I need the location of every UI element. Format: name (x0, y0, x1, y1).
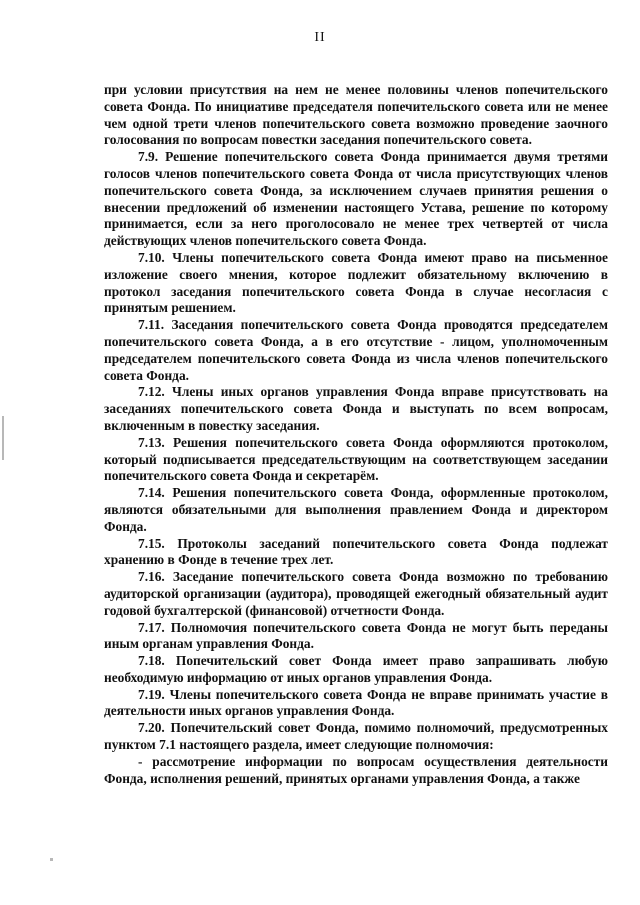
clause-7-9: 7.9. Решение попечительского совета Фонда принимается двумя третями голосов членов попечительского совета Фонда от числа присутствующих членов попечительского совета Фонда, за исключением случаев принятия решения о внесении предложений об изменении настоящего Устава, решение по которому принимается, если за него проголосовало не менее трех четвертей от числа действующих членов попечительского совета Фонда. (104, 149, 608, 249)
clause-7-14: 7.14. Решения попечительского совета Фонда, оформленные протоколом, являются обязательными для выполнения правлением Фонда и директором Фонда. (104, 485, 608, 534)
list-item-powers: - рассмотрение информации по вопросам осуществления деятельности Фонда, исполнения решений, принятых органами управления Фонда, а также (104, 753, 608, 786)
clause-7-12: 7.12. Члены иных органов управления Фонда вправе присутствовать на заседаниях попечительского совета Фонда и выступать по всем вопросам, включенным в повестку заседания. (104, 384, 608, 433)
page-number: II (314, 30, 326, 45)
paragraph-continuation: при условии присутствия на нем не менее половины членов попечительского совета Фонда. По инициативе председателя попечительского совета или не менее чем одной трети членов попечительского совета возможно проведение заочного голосования по вопросам повестки заседания попечительского совета. (104, 82, 608, 148)
clause-7-13: 7.13. Решения попечительского совета Фонда оформляются протоколом, который подписывается председательствующим на соответствующем заседании попечительского совета Фонда и секретарём. (104, 434, 608, 484)
scan-margin-mark (2, 416, 4, 460)
clause-7-11: 7.11. Заседания попечительского совета Фонда проводятся председателем попечительского совета Фонда, а в его отсутствие - лицом, уполномоченным председателем попечительского совета Фонда из числа членов попечительского совета Фонда. (104, 317, 608, 383)
clause-7-18: 7.18. Попечительский совет Фонда имеет право запрашивать любую необходимую информацию от иных органов управления Фонда. (104, 653, 608, 685)
clause-7-16: 7.16. Заседание попечительского совета Фонда возможно по требованию аудиторской организации (аудитора), проводящей ежегодный обязательный аудит годовой бухгалтерской (финансовой) отчетности Фонда. (104, 569, 608, 618)
clause-7-10: 7.10. Члены попечительского совета Фонда имеют право на письменное изложение своего мнения, которое подлежит обязательному включению в протокол заседания попечительского совета Фонда в случае несогласия с принятым решением. (104, 249, 608, 316)
document-body (104, 82, 608, 787)
clause-7-17: 7.17. Полномочия попечительского совета Фонда не могут быть переданы иным органам управления Фонда. (104, 619, 608, 652)
clause-7-19: 7.19. Члены попечительского совета Фонда не вправе принимать участие в деятельности иных органов управления Фонда. (104, 686, 608, 719)
clause-7-15: 7.15. Протоколы заседаний попечительского совета Фонда подлежат хранению в Фонде в течение трех лет. (104, 535, 608, 568)
scan-margin-mark (50, 858, 53, 861)
clause-7-20: 7.20. Попечительский совет Фонда, помимо полномочий, предусмотренных пунктом 7.1 настоящего раздела, имеет следующие полномочия: (104, 720, 608, 753)
